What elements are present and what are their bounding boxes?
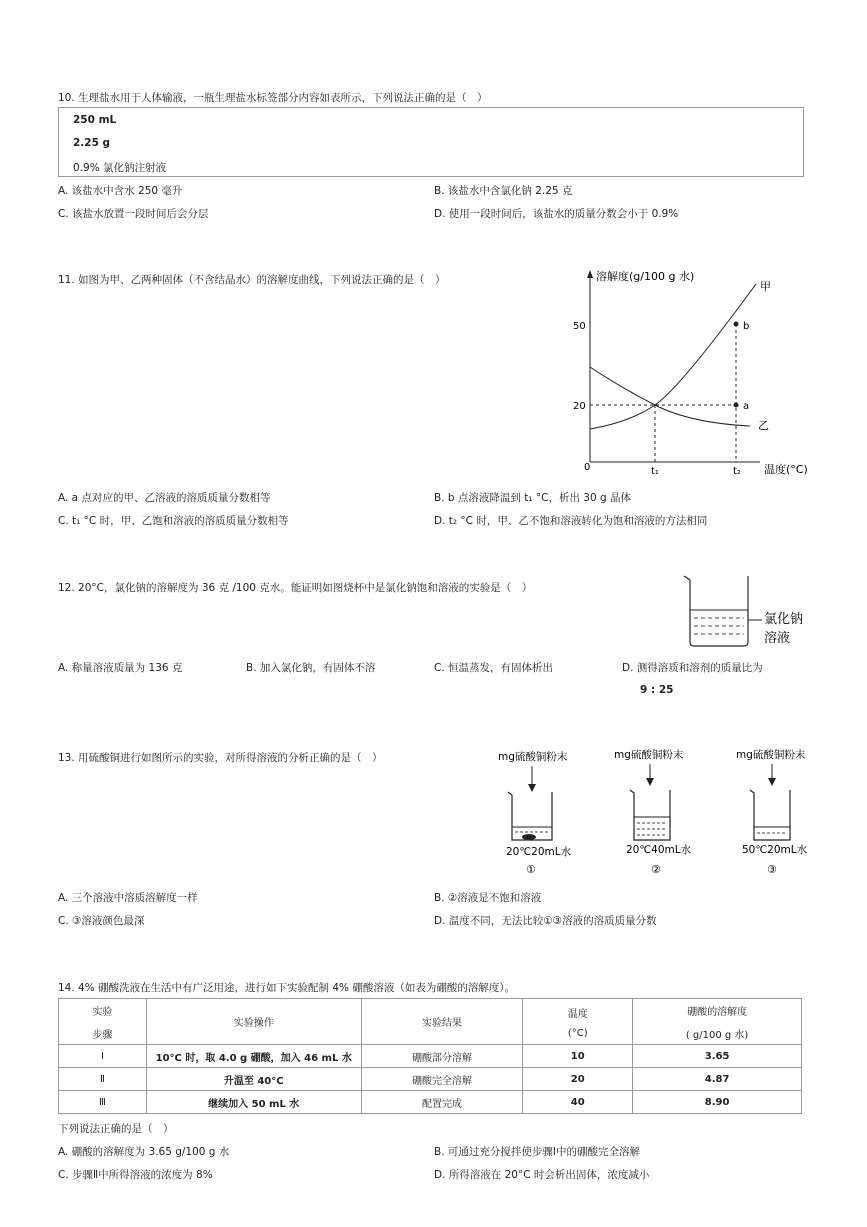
beaker-2-arrowhead bbox=[646, 778, 654, 786]
q14-option-c: C. 步骤Ⅱ中所得溶液的浓度为 8% bbox=[58, 1169, 213, 1181]
beaker-1-number: ① bbox=[526, 863, 536, 876]
table-row bbox=[59, 1091, 802, 1114]
q14-stem: 14. 4% 硼酸洗液在生活中有广泛用途，进行如下实验配制 4% 硼酸溶液（如表为硼酸的溶解度）。 bbox=[58, 982, 516, 994]
y-tick-50: 50 bbox=[573, 321, 586, 332]
q12-option-d-ratio: 9 : 25 bbox=[640, 684, 674, 696]
header-solubility bbox=[633, 999, 802, 1045]
q14-option-d: D. 所得溶液在 20°C 时会析出固体，浓度减小 bbox=[434, 1169, 650, 1181]
beaker-label-line1: 氯化钠 bbox=[764, 612, 804, 627]
cell-temp: 40 bbox=[523, 1091, 633, 1114]
beaker-1-outline bbox=[508, 792, 552, 840]
q14-option-a: A. 硼酸的溶解度为 3.65 g/100 g 水 bbox=[58, 1146, 230, 1158]
q13-stem: 13. 用硫酸铜进行如图所示的实验，对所得溶液的分析正确的是（ ） bbox=[58, 752, 383, 764]
header-temp-line1: 温度 bbox=[567, 1008, 588, 1020]
q12-option-c: C. 恒温蒸发，有固体析出 bbox=[434, 662, 554, 674]
point-b-label: b bbox=[743, 321, 750, 332]
cell-solubility: 4.87 bbox=[633, 1068, 802, 1091]
beaker-3-top-label: mg硫酸铜粉末 bbox=[736, 749, 806, 761]
x-tick-t1: t₁ bbox=[651, 466, 659, 477]
beaker-2-bottom-label: 20℃40mL水 bbox=[626, 844, 692, 856]
cell-temp: 10 bbox=[523, 1045, 633, 1068]
q12-option-a: A. 称量溶液质量为 136 克 bbox=[58, 662, 183, 674]
curve-jia-label: 甲 bbox=[760, 280, 771, 293]
q13-option-c: C. ③溶液颜色最深 bbox=[58, 915, 145, 927]
q14-prompt: 下列说法正确的是（ ） bbox=[58, 1123, 174, 1135]
cell-operation: 10°C 时，取 4.0 g 硼酸，加入 46 mL 水 bbox=[146, 1045, 361, 1068]
point-b bbox=[734, 322, 739, 327]
q13-option-a: A. 三个溶液中溶质溶解度一样 bbox=[58, 892, 198, 904]
header-operation: 实验操作 bbox=[146, 999, 361, 1045]
q11-option-a: A. a 点对应的甲、乙溶液的溶质质量分数相等 bbox=[58, 492, 271, 504]
cell-step: Ⅰ bbox=[59, 1045, 147, 1068]
beaker-3-bottom-label: 50℃20mL水 bbox=[742, 844, 808, 856]
table-row bbox=[59, 1045, 802, 1068]
q13-option-b: B. ②溶液是不饱和溶液 bbox=[434, 892, 542, 904]
cell-result: 硼酸部分溶解 bbox=[361, 1045, 523, 1068]
x-tick-t2: t₂ bbox=[733, 466, 741, 477]
cell-result: 配置完成 bbox=[361, 1091, 523, 1114]
header-temp bbox=[523, 999, 633, 1045]
header-solubility-line1: 硼酸的溶解度 bbox=[687, 1006, 748, 1018]
beaker-label-line2: 溶液 bbox=[764, 631, 791, 646]
q10-label-line: 2.25 g bbox=[73, 137, 111, 149]
q11-stem: 11. 如图为甲、乙两种固体（不含结晶水）的溶解度曲线，下列说法正确的是（ ） bbox=[58, 274, 446, 286]
beaker-1-arrowhead bbox=[528, 784, 536, 792]
table-header-row bbox=[59, 999, 802, 1045]
q12-option-b: B. 加入氯化钠，有固体不溶 bbox=[246, 662, 376, 674]
q10-option-c: C. 该盐水放置一段时间后会分层 bbox=[58, 208, 209, 220]
cell-operation: 继续加入 50 mL 水 bbox=[146, 1091, 361, 1114]
nacl-beaker-figure bbox=[676, 570, 816, 650]
y-tick-20: 20 bbox=[573, 401, 586, 412]
solubility-graph bbox=[560, 262, 820, 482]
q12-stem: 12. 20°C，氯化钠的溶解度为 36 克 /100 克水。能证明如图烧杯中是氯化钠饱和溶液的实验是（ ） bbox=[58, 582, 533, 594]
beaker-3-number: ③ bbox=[767, 863, 777, 876]
header-result: 实验结果 bbox=[361, 999, 523, 1045]
cell-solubility: 8.90 bbox=[633, 1091, 802, 1114]
curve-jia bbox=[590, 284, 756, 429]
header-step-line2: 步骤 bbox=[92, 1029, 113, 1041]
beaker-1-top-label: mg硫酸铜粉末 bbox=[498, 751, 568, 763]
beaker-1-bottom-label: 20℃20mL水 bbox=[506, 846, 572, 858]
q11-option-c: C. t₁ °C 时，甲、乙饱和溶液的溶质质量分数相等 bbox=[58, 515, 289, 527]
cell-operation: 升温至 40°C bbox=[146, 1068, 361, 1091]
q10-label-line: 0.9% 氯化钠注射液 bbox=[73, 162, 167, 174]
q10-label-line: 250 mL bbox=[73, 114, 117, 126]
q10-option-a: A. 该盐水中含水 250 毫升 bbox=[58, 185, 183, 197]
q13-option-d: D. 温度不同，无法比较①③溶液的溶质质量分数 bbox=[434, 915, 657, 927]
beaker-3 bbox=[736, 748, 808, 876]
header-temp-line2: (°C) bbox=[567, 1027, 588, 1039]
beaker-3-arrowhead bbox=[768, 778, 776, 786]
beaker-1-undissolved-solid bbox=[522, 834, 536, 840]
cell-temp: 20 bbox=[523, 1068, 633, 1091]
beaker-1 bbox=[498, 750, 572, 876]
point-a bbox=[734, 403, 739, 408]
cell-result: 硼酸完全溶解 bbox=[361, 1068, 523, 1091]
beaker-2-top-label: mg硫酸铜粉末 bbox=[614, 749, 684, 761]
q10-option-d: D. 使用一段时间后，该盐水的质量分数会小于 0.9% bbox=[434, 208, 679, 220]
beaker-2-number: ② bbox=[651, 863, 661, 876]
cell-solubility: 3.65 bbox=[633, 1045, 802, 1068]
point-a-label: a bbox=[743, 401, 750, 412]
origin-label: 0 bbox=[584, 462, 591, 473]
q12-option-d: D. 测得溶质和溶剂的质量比为 bbox=[622, 662, 763, 674]
q10-label-box bbox=[58, 107, 804, 177]
header-step-line1: 实验 bbox=[92, 1006, 113, 1018]
copper-sulfate-experiment-figure bbox=[490, 742, 820, 882]
q10-option-b: B. 该盐水中含氯化钠 2.25 克 bbox=[434, 185, 573, 197]
curve-yi-label: 乙 bbox=[758, 419, 769, 432]
q14-option-b: B. 可通过充分搅拌使步骤Ⅰ中的硼酸完全溶解 bbox=[434, 1146, 640, 1158]
y-axis-label: 溶解度(g/100 g 水) bbox=[596, 270, 695, 283]
q11-option-b: B. b 点溶液降温到 t₁ °C，析出 30 g 晶体 bbox=[434, 492, 632, 504]
header-step bbox=[59, 999, 147, 1045]
curve-yi bbox=[590, 367, 750, 426]
q10-stem: 10. 生理盐水用于人体输液，一瓶生理盐水标签部分内容如表所示，下列说法正确的是（ ） bbox=[58, 92, 488, 104]
beaker-2 bbox=[614, 748, 692, 876]
header-solubility-line2: ( g/100 g 水) bbox=[685, 1029, 749, 1041]
y-axis-arrow bbox=[587, 270, 593, 278]
q11-option-d: D. t₂ °C 时，甲、乙不饱和溶液转化为饱和溶液的方法相同 bbox=[434, 515, 708, 527]
beaker-2-outline bbox=[630, 790, 670, 840]
beaker-outline bbox=[684, 576, 748, 646]
table-row bbox=[59, 1068, 802, 1091]
cell-step: Ⅱ bbox=[59, 1068, 147, 1091]
cell-step: Ⅲ bbox=[59, 1091, 147, 1114]
boric-acid-table bbox=[58, 998, 802, 1114]
x-axis-label: 温度(°C) bbox=[764, 463, 808, 476]
